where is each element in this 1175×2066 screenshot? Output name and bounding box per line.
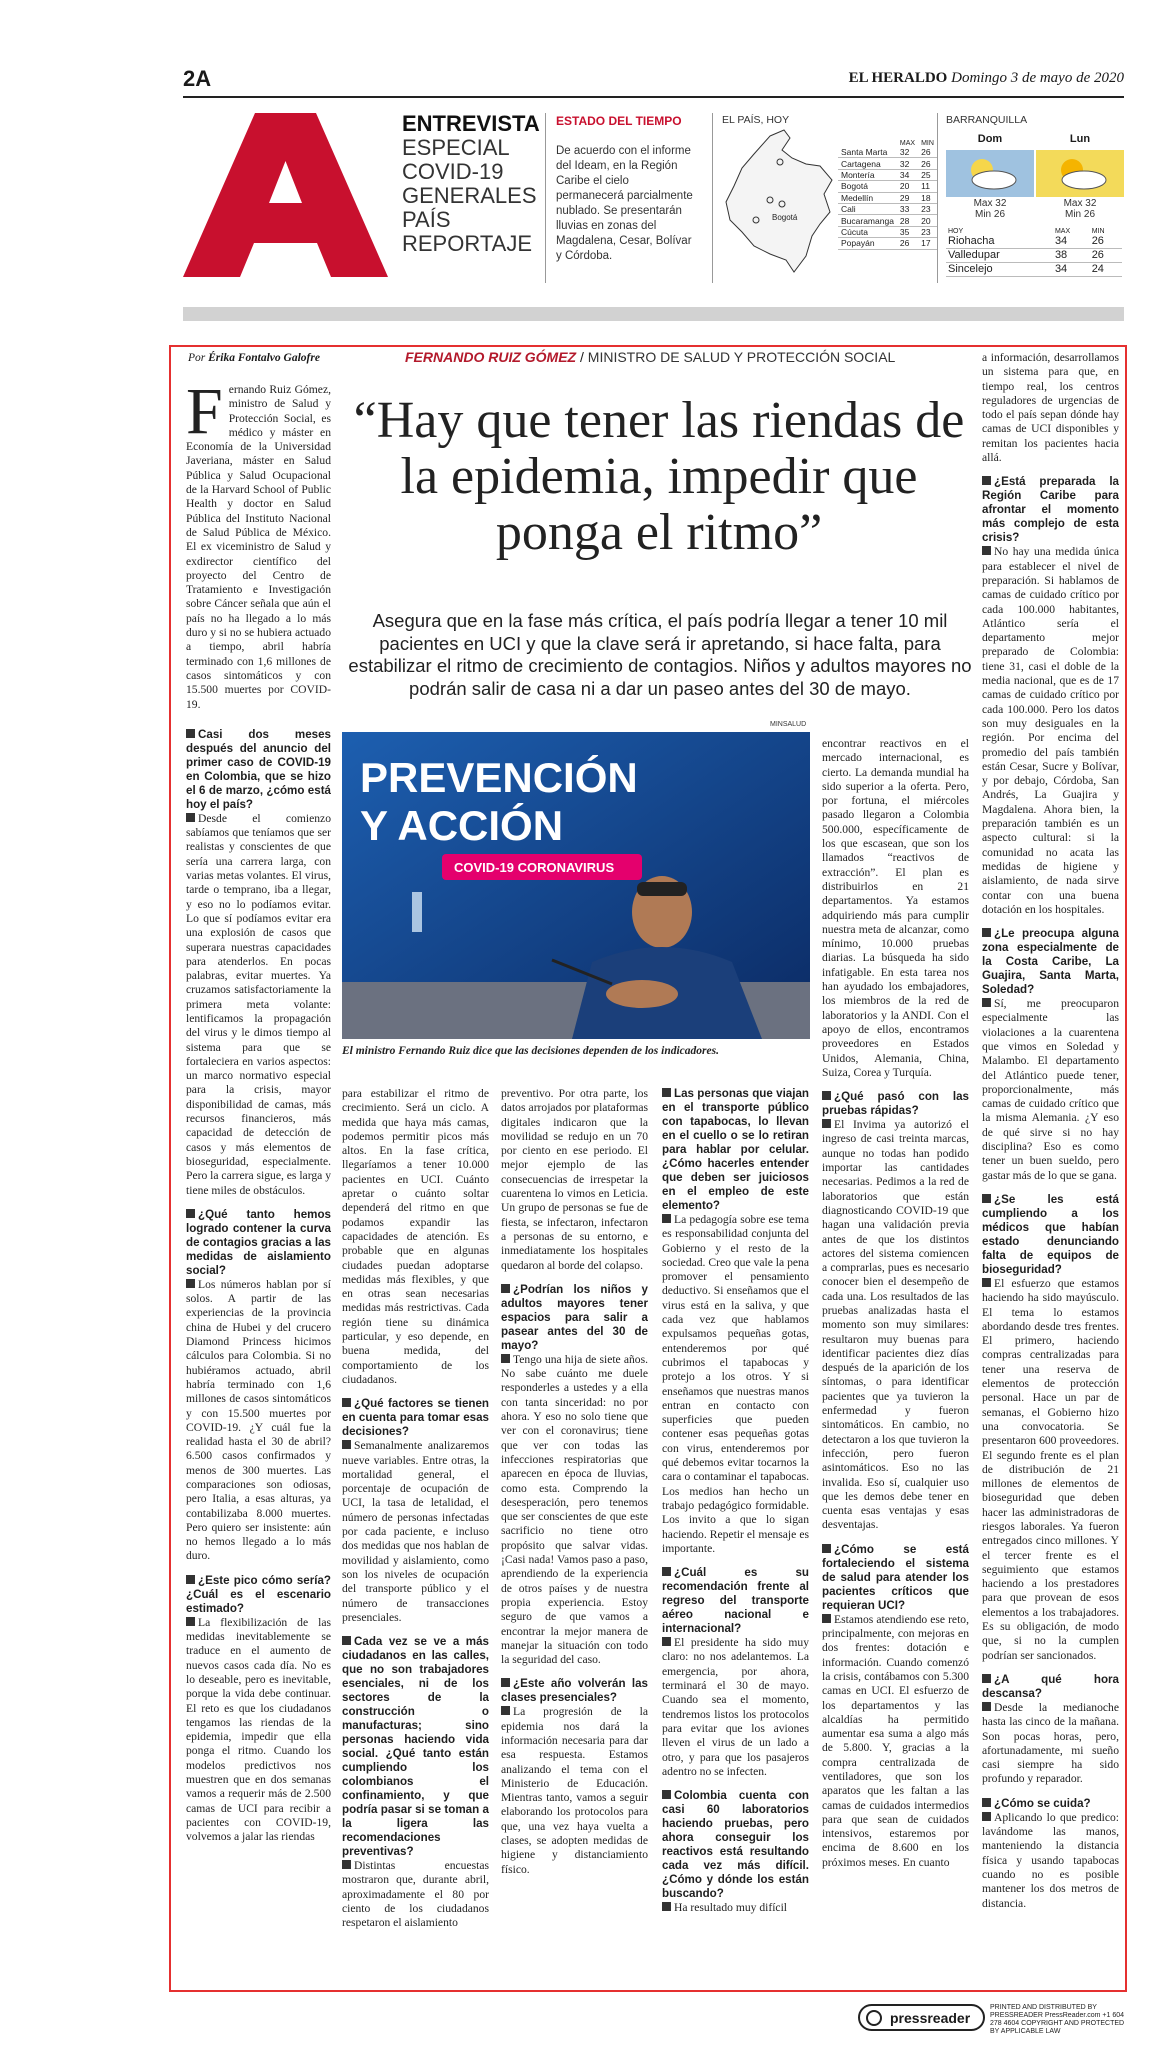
photo-banner-text: Y ACCIÓN	[360, 802, 564, 849]
question-marker-icon	[342, 1636, 351, 1645]
article-column	[186, 375, 331, 1845]
answer-marker-icon	[662, 1637, 671, 1646]
footer-copyright: PRINTED AND DISTRIBUTED BY PRESSREADER PressReader.com +1 604 278 4604 COPYRIGHT AND PROTECTED BY APPLICABLE LAW	[990, 2004, 1125, 2035]
table-row: Popayán 26 17	[838, 238, 937, 249]
answer: Distintas encuestas mostraron que, durante abril, aproximadamente el 80 por ciento de los ciudadanos respetaron el aislamiento	[342, 1859, 489, 1930]
section-list	[402, 112, 540, 256]
question-marker-icon	[982, 928, 991, 937]
question: ¿Se les está cumpliendo a los médicos que habían estado denunciando falta de equipos de bioseguridad?	[982, 1192, 1119, 1276]
article-column	[662, 1087, 809, 1915]
header-rule	[183, 96, 1124, 98]
article-column	[501, 1087, 648, 1877]
question: Colombia cuenta con casi 60 laboratorios haciendo pruebas, pero ahora conseguir los reactivos está resultando cada vez más difícil. ¿Cómo y dónde los están buscando?	[662, 1789, 809, 1901]
question-marker-icon	[186, 1209, 195, 1218]
photo-banner-text: PREVENCIÓN	[360, 754, 638, 801]
answer: Estamos atendiendo ese reto, principalmente, con mejoras en dos frentes: dotación e información. Cuando comenzó la crisis, contábamos con 5.300 camas en UCI. El esfuerzo de los departamentos y las alcaldías ha permitido aumentar esa suma a algo más de 5.800. Y, gracias a la compra centralizada de ventiladores, que son los aparatos que les faltan a las camas de cuidados intermedios para que sean de cuidados intensivos, estaremos por encima de 8.600 en los próximos meses. En cuanto	[822, 1612, 969, 1869]
answer: No hay una medida única para establecer el nivel de preparación. Si hablamos de camas de cuidado crítico por cada 100.000 habitantes, Atlántico sería el departamento mejor preparado de Colombia: tiene 31, casi el doble de la media nacional, que es de 17 camas de cuidado crítico por cada 100.000. Pero los datos son muy desiguales en la región. Por encima del promedio del país también están Cesar, Sucre y Bolívar, y por debajo, Córdoba, San Andrés, La Guajira y Magdalena. Ahora bien, la preparación también es un aspecto cultural: si la comunidad no acata las medidas de higiene y aislamiento, de nada sirve contar con una buena dotación en los hospitales.	[982, 545, 1119, 916]
section-letter-logo	[183, 113, 388, 277]
answer: a información, desarrollamos un sistema para que, en tiempo real, los centros reguladores de urgencias de todo el país sepan dónde hay camas de UCI disponibles y remitan los pacientes hacia allá.	[982, 351, 1119, 465]
question-marker-icon	[822, 1544, 831, 1553]
question: ¿Cuál es su recomendación frente al regreso del transporte aéreo nacional e internacional?	[662, 1566, 809, 1636]
local-weather-label: BARRANQUILLA	[946, 114, 1028, 126]
table-row: Riohacha 34 26	[946, 235, 1122, 249]
col-header: MIN	[921, 140, 934, 147]
answer-marker-icon	[501, 1354, 510, 1363]
question: Casi dos meses después del anuncio del primer caso de COVID-19 en Colombia, que se hizo el 6 de marzo, ¿cómo está hoy el país?	[186, 727, 331, 811]
interviewee-name: FERNANDO RUIZ GÓMEZ	[405, 349, 577, 365]
answer-marker-icon	[822, 1119, 831, 1128]
question: ¿Podrían los niños y adultos mayores tener espacios para salir a pasear antes del 30 de mayo?	[501, 1282, 648, 1352]
question: ¿Le preocupa alguna zona especialmente de la Costa Caribe, La Guajira, Santa Marta, Soledad?	[982, 927, 1119, 997]
article-column	[822, 737, 969, 1870]
question-marker-icon	[982, 476, 991, 485]
table-row: Montería 34 25	[838, 169, 937, 180]
answer-marker-icon	[186, 1617, 195, 1626]
answer: encontrar reactivos en el mercado internacional, es cierto. La demanda mundial ha sido superior a la oferta. Pero, por fortuna, el miércoles pasado llegaron a Colombia 500.000, específicamente de los que escasean, que son los llamados “reactivos de extracción”. El plan es distribuirlos en 21 departamentos. Ya estamos adquiriendo más para cumplir nuestra meta de alcanzar, como mínimo, 10.000 pruebas diarias. La búsqueda ha sido infatigable. En esta tarea nos han ayudado los embajadores, los miembros de la red de laboratorios y la ANDI. Con el apoyo de ellos, encontramos proveedores en Estados Unidos, Alemania, China, Suiza, Corea y Turquía.	[822, 737, 969, 1079]
question-marker-icon	[342, 1398, 351, 1407]
answer: Desde la medianoche hasta las cinco de la mañana. Son pocas horas, pero, afortunadamente, mi sueño casi siempre ha sido profundo y reparador.	[982, 1700, 1119, 1786]
section-item[interactable]: GENERALES	[402, 183, 537, 208]
answer: Aplicando lo que predico: lavándome las manos, manteniendo la distancia física y usando tapabocas cuando no es posible mantener los dos metros de distancia.	[982, 1810, 1119, 1910]
answer-marker-icon	[342, 1860, 351, 1869]
question: ¿Qué pasó con las pruebas rápidas?	[822, 1090, 969, 1118]
answer: Los números hablan por sí solos. A partir de las experiencias de la provincia china de Hubei y del crucero Diamond Princess hicimos cálculos para Colombia. Si no hubiéramos actuado, abril habría terminado con 1,6 millones de casos sintomáticos y con 15.500 muertes por COVID-19. ¿Y cuál fue la realidad hasta el 30 de abril? 6.500 casos confirmados y menos de 300 muertes. Las comparaciones son odiosas, pero Italia, a esas alturas, ya contabilizaba 8.000 muertes. Pero quiero ser insistente: aún no hemos llegado a lo más duro.	[186, 1277, 331, 1563]
day-temps: Max 32 Min 26	[1063, 198, 1097, 220]
section-item[interactable]: PAÍS	[402, 207, 451, 232]
answer: para estabilizar el ritmo de crecimiento. Será un ciclo. A medida que haya más camas, podemos permitir picos más altos. En la fase crítica, llegaríamos a tener 10.000 pacientes en UCI. Cuánto apretar o cuánto soltar dependerá del ritmo en que podamos expandir las capacidades de atención. Es probable que en algunas ciudades puedan adoptarse medidas más flexibles, y que en otras sean necesarias medidas más restrictivas. Cada región tiene su dinámica particular, y eso depende, en buena medida, del comportamiento de los ciudadanos.	[342, 1087, 489, 1386]
question: ¿Este pico cómo sería? ¿Cuál es el escenario estimado?	[186, 1573, 331, 1615]
forecast-day: Lun	[1069, 133, 1091, 145]
newspaper-brand: EL HERALDO	[848, 70, 948, 86]
headline: “Hay que tener las riendas de la epidemia, impedir que ponga el ritmo”	[353, 392, 965, 561]
question: ¿A qué hora descansa?	[982, 1672, 1119, 1700]
page-number: 2A	[183, 66, 212, 91]
regional-forecast-table: HOY MAX MIN Riohacha 34 26 Valledupar 38 26 Sincelejo 34 24	[946, 228, 1122, 277]
photo-credit: MINSALUD	[770, 721, 807, 728]
forecast-day: Dom	[977, 133, 1003, 145]
answer: Semanalmente analizaremos nueve variables. Entre otras, la mortalidad general, el porcentaje de ocupación de UCI, la tasa de letalidad, el número de personas infectadas por cada paciente, e incluso dos medidas que nos hablan de movilidad y aislamiento, como son los niveles de ocupación del transporte público y el número de transacciones presenciales.	[342, 1439, 489, 1624]
question-marker-icon	[186, 729, 195, 738]
pressreader-icon	[866, 2010, 882, 2026]
table-row: Cúcuta 35 23	[838, 226, 937, 237]
answer: La progresión de la epidemia nos dará la información necesaria para dar esa respuesta. Estamos analizando el tema con el Ministerio de Educación. Mientras tanto, vamos a seguir elaborando los protocolos para que, una vez haya vuelta a clases, se adopten medidas de higiene y distanciamiento físico.	[501, 1705, 648, 1876]
answer: Ha resultado muy difícil	[662, 1901, 809, 1915]
day-temps: Max 32 Min 26	[973, 198, 1007, 220]
answer-marker-icon	[982, 546, 991, 555]
deck: Asegura que en la fase más crítica, el país podría llegar a tener 10 mil pacientes en UCI y que la clave será ir apretando, si hace falta, para estabilizar el ritmo de crecimiento de contagios. Niños y adultos mayores no podrán salir de casa ni a dar un paseo antes del 30 de mayo.	[348, 610, 972, 699]
intro-paragraph: Fernando Ruiz Gómez, ministro de Salud y Protección Social, es médico y máster en Economía de la Universidad Javeriana, máster en Salud Pública y Salud Ocupacional de la Harvard School of Public Health y doctor en Salud Pública del Instituto Nacional de Salud Pública de México. El ex viceministro de Salud y exdirector científico del proyecto del Centro de Tratamiento e Investigación sobre Cáncer señala que aún el país no ha llegado a lo más duro y si no se hubiera actuado a tiempo, abril habría terminado con 1,6 millones de casos sintomáticos y con 15.500 muertes por COVID-19.	[186, 375, 331, 711]
answer: La pedagogía sobre ese tema es responsabilidad conjunta del Gobierno y el resto de la sociedad. Creo que vale la pena promover el pensamiento deductivo. Si enseñamos que el virus está en la saliva, y que cada vez que hablamos expulsamos pequeñas gotas, entenderemos por qué cubrimos el tapabocas y protejo a los otros. Y si enseñamos que nuestras manos entran en contacto con superficies que pueden contener esas pequeñas gotas con virus, entenderemos por qué debemos evitar tocarnos la cara o contaminar el tapabocas. Los medios han hecho un trabajo pedagógico formidable. Los invito a que lo sigan haciendo. Repetir el mensaje es importante.	[662, 1213, 809, 1555]
section-item[interactable]: ESPECIAL	[402, 135, 510, 160]
answer-marker-icon	[662, 1214, 671, 1223]
article-column	[982, 351, 1119, 1911]
question: ¿Cómo se está fortaleciendo el sistema de salud para atender los pacientes críticos que requieran UCI?	[822, 1542, 969, 1612]
byline: Por Érika Fontalvo Galofre	[188, 352, 320, 364]
table-row: Santa Marta 32 26	[838, 147, 937, 158]
table-row: Cali 33 23	[838, 203, 937, 214]
answer: preventivo. Por otra parte, los datos arrojados por plataformas digitales indicaron que la movilidad se redujo en un 70 por ciento en ese periodo. El mejor ejemplo de las consecuencias de irrespetar la cuarentena lo vimos en Leticia. Un grupo de personas se fue de fiesta, se infectaron, infectaron a personas de su entorno, e inmediatamente los hospitales quedaron al borde del colapso.	[501, 1087, 648, 1272]
question-marker-icon	[501, 1284, 510, 1293]
header-bar	[183, 307, 1124, 321]
col-header: MAX	[899, 140, 916, 147]
question: ¿Cómo se cuida?	[982, 1797, 1119, 1811]
pressreader-logo[interactable]: pressreader	[858, 2004, 985, 2031]
question: ¿Qué factores se tienen en cuenta para tomar esas decisiones?	[342, 1397, 489, 1439]
minister-photo	[342, 732, 810, 1039]
table-row: Sincelejo 34 24	[946, 263, 1122, 277]
table-row: Bucaramanga 28 20	[838, 215, 937, 226]
question-marker-icon	[662, 1567, 671, 1576]
question: Cada vez se ve a más ciudadanos en las calles, que no son trabajadores esenciales, ni de los sectores de la construcción o manufacturas; sino personas haciendo vida social. ¿Qué tanto están cumpliendo los colombianos el confinamiento, y que podría pasar si se toman a la ligera las recomendaciones preventivas?	[342, 1635, 489, 1859]
drop-cap: F	[186, 375, 223, 448]
answer-marker-icon	[822, 1614, 831, 1623]
partly-cloudy-icon	[946, 150, 1034, 197]
map-city-label: Bogotá	[772, 213, 798, 222]
section-item[interactable]: REPORTAJE	[402, 231, 532, 256]
divider	[937, 113, 938, 283]
question: ¿Qué tanto hemos logrado contener la curva de contagios gracias a las medidas de aislamiento social?	[186, 1207, 331, 1277]
answer-marker-icon	[982, 1278, 991, 1287]
answer-marker-icon	[982, 998, 991, 1007]
question-marker-icon	[662, 1790, 671, 1799]
table-row: Medellín 29 18	[838, 192, 937, 203]
question-marker-icon	[982, 1798, 991, 1807]
divider	[712, 113, 713, 283]
answer-marker-icon	[186, 1279, 195, 1288]
answer: El presidente ha sido muy claro: no nos adelantemos. La emergencia, por ahora, terminará el 30 de mayo. Cuando sea el momento, tendremos listos los protocolos para evitar que los aviones lleven el virus de un lado a otro, y para que los pasajeros adentro no se infecten.	[662, 1636, 809, 1778]
masthead	[849, 70, 1124, 87]
answer: Sí, me preocuparon especialmente las violaciones a la cuarentena que vimos en Soledad y Malambo. El departamento del Atlántico puede tener, proporcionalmente, más camas de cuidado crítico que la misma Alemania. ¿Y eso de qué sirve si no hay disciplina? Eso es como tener un buen sueldo, pero gastar más de lo que se gana.	[982, 997, 1119, 1182]
partly-cloudy-icon	[1036, 150, 1124, 197]
photo-banner-text: COVID-19 CORONAVIRUS	[454, 860, 615, 875]
question-marker-icon	[501, 1678, 510, 1687]
answer-marker-icon	[982, 1812, 991, 1821]
article-column	[342, 1087, 489, 1931]
question-marker-icon	[982, 1674, 991, 1683]
question-marker-icon	[822, 1091, 831, 1100]
issue-date: Domingo 3 de mayo de 2020	[951, 70, 1124, 86]
table-row: Valledupar 38 26	[946, 249, 1122, 263]
question-marker-icon	[662, 1088, 671, 1097]
city-weather-table	[838, 140, 937, 250]
interviewee-role: MINISTRO DE SALUD Y PROTECCIÓN SOCIAL	[587, 349, 896, 365]
colombia-map-icon	[720, 128, 838, 276]
answer: La flexibilización de las medidas inevitablemente se traduce en el aumento de nuevos casos cada día. No es lo deseable, pero es inevitable, porque la vida debe continuar. El reto es que los ciudadanos tengamos las riendas de la epidemia, impedir que ella ponga el ritmo. Cuando los modelos predictivos nos muestren que en dos semanas vamos a requerir más de 2.500 camas de UCI para recibir a pacientes con COVID-19, volvemos a jalar las riendas	[186, 1615, 331, 1844]
answer-marker-icon	[501, 1706, 510, 1715]
question: Las personas que viajan en el transporte público con tapabocas, lo llevan en el cuello o se lo retiran para hablar por celular. ¿Cómo hacerles entender que deben ser juiciosos en el empleo de este elemento?	[662, 1087, 809, 1212]
weather-text: De acuerdo con el informe del Ideam, en la Región Caribe el cielo permanecerá parcialmente nublado. Se presentarán lluvias en zonas del Magdalena, Cesar, Bolívar y Córdoba.	[556, 145, 693, 262]
answer: Desde el comienzo sabíamos que teníamos que ser realistas y conscientes de que sería una carrera larga, con varias metas volantes. El virus, tarde o temprano, iba a llegar, y eso no lo podíamos evitar. Lo que sí podíamos evitar era una explosión de casos que superara nuestras capacidades para atenderlos. En pocas palabras, evitar muertes. Ya cruzamos satisfactoriamente la primera meta volante: lentificamos la propagación del virus y le dimos tiempo al sistema para que se fortaleciera en varios aspectos: un marco normativo especial para la crisis, mayor disponibilidad de camas, más recursos financieros, más capacidad de detección de casos y más elementos de bioseguridad, especialmente. Pero la carrera sigue, es larga y tiene miles de obstáculos.	[186, 811, 331, 1197]
answer: Tengo una hija de siete años. No sabe cuánto me duele responderles a ustedes y a ella con tanta sinceridad: no por ahora. Y eso no solo tiene que ver con el coronavirus; tiene que ver con todas las infecciones respiratorias que aparecen en época de lluvias, como esta. Comprendo la desesperación, pero tenemos que ser conscientes de que este sacrificio no tiene otro propósito que salvar vidas. ¡Casi nada! Vamos paso a paso, aprendiendo de la experiencia de otros países y de nuestra propia experiencia. Estoy seguro de que vamos a encontrar la mejor manera de manejar la situación con todo la seguridad del caso.	[501, 1352, 648, 1667]
section-item[interactable]: COVID-19	[402, 159, 504, 184]
table-row: Cartagena 32 26	[838, 158, 937, 169]
weather-title: ESTADO DEL TIEMPO	[556, 114, 682, 128]
answer-marker-icon	[342, 1440, 351, 1449]
country-weather-label: EL PAÍS, HOY	[722, 114, 790, 126]
section-item[interactable]: ENTREVISTA	[402, 111, 540, 136]
answer-marker-icon	[662, 1902, 671, 1911]
photo-caption: El ministro Fernando Ruiz dice que las decisiones dependen de los indicadores.	[342, 1045, 719, 1057]
question: ¿Está preparada la Región Caribe para afrontar el momento más complejo de esta crisis?	[982, 475, 1119, 545]
divider	[545, 113, 546, 283]
question-marker-icon	[186, 1575, 195, 1584]
table-row: Bogotá 20 11	[838, 181, 937, 192]
answer: El Invima ya autorizó el ingreso de casi treinta marcas, aunque no todas han podido importar las cantidades necesarias. Pedimos a la red de laboratorios que están diagnosticando COVID-19 que hagan una validación previa antes de que los distintos actores del sistema comiencen a comprarlas, pues es necesario conocer bien el desempeño de cada una. Los resultados de las pruebas analizadas hasta el momento son muy similares: resultaron muy buenas para identificar pacientes diez días después de la aparición de los síntomas, o para identificar pacientes que ya tuvieron la enfermedad y fueron sintomáticos. En cambio, no detectaron a los que tuvieron la infección, pero fueron asintomáticos. Eso no las invalida. Eso sí, cualquier uso que les demos debe tener en cuenta esas ventajas y esas desventajas.	[822, 1118, 969, 1532]
question: ¿Este año volverán las clases presenciales?	[501, 1677, 648, 1705]
answer-marker-icon	[982, 1702, 991, 1711]
answer-marker-icon	[186, 813, 195, 822]
kicker: FERNANDO RUIZ GÓMEZ / MINISTRO DE SALUD Y PROTECCIÓN SOCIAL	[405, 349, 896, 365]
answer: El esfuerzo que estamos haciendo ha sido mayúsculo. El tema lo estamos abordando desde tres frentes. El primero, haciendo compras centralizadas para tener una reserva de elementos de protección personal. Hace un par de semanas, el Gobierno hizo una convocatoria. Se presentaron 600 proveedores. El segundo frente es el plan de distribución de 21 millones de elementos de bioseguridad que deben hacer las administradoras de riesgos laborales. Ya fueron entregados cinco millones. Y el tercer frente es el seguimiento que estamos haciendo a los prestadores para que provean de esos elementos a los trabajadores. Es su obligación, de modo que, si no la cumplen podrían ser sancionados.	[982, 1276, 1119, 1662]
question-marker-icon	[982, 1194, 991, 1203]
